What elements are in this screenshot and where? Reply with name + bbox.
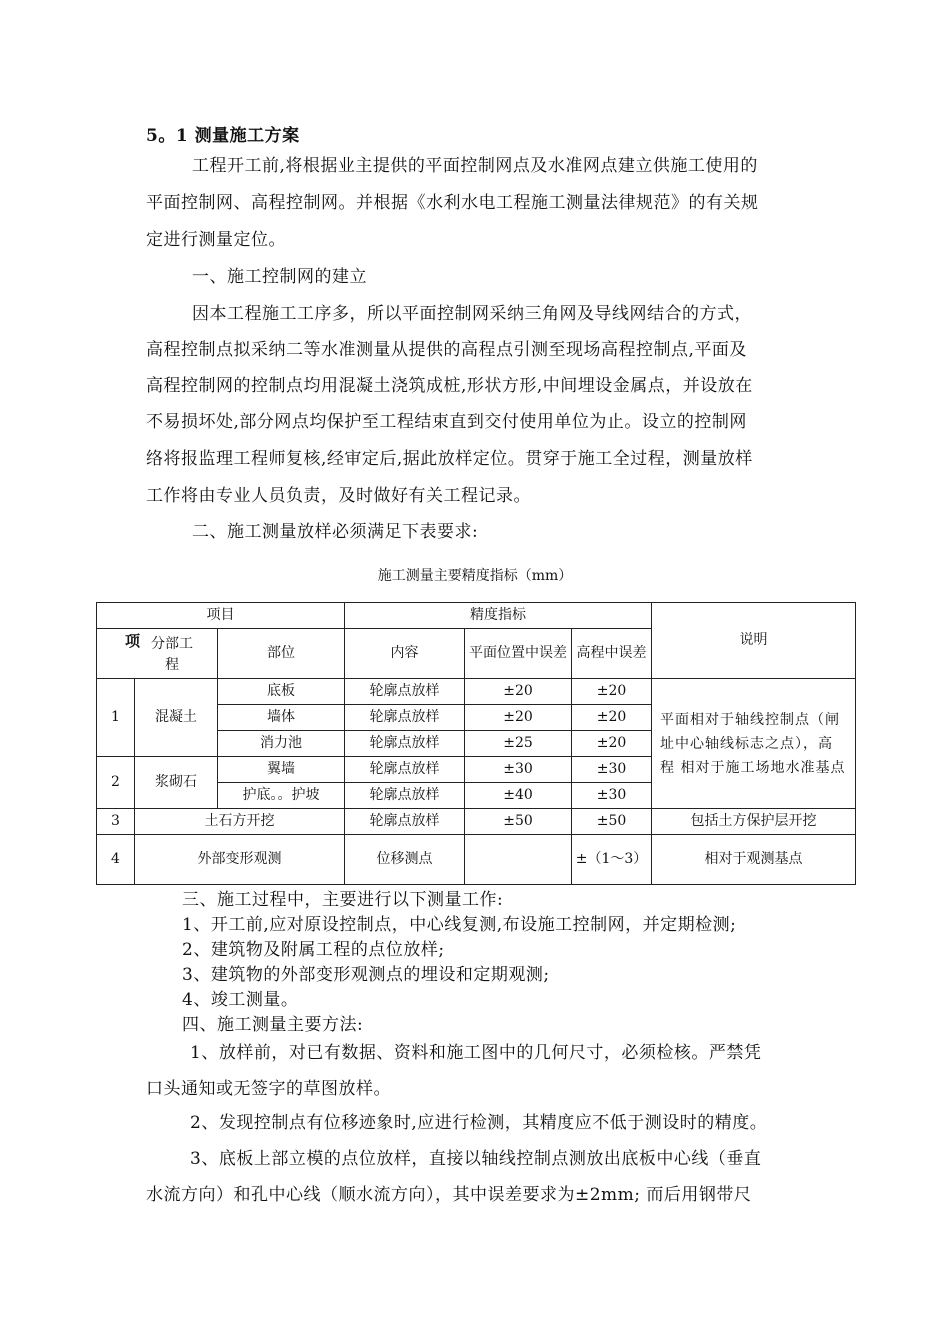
row-elev: ±20	[572, 679, 652, 705]
header-elevation-error: 高程中误差	[572, 629, 652, 679]
paragraph-line: 因本工程施工工序多，所以平面控制网采纳三角网及导线网结合的方式，	[192, 304, 752, 324]
row-plane: ±50	[465, 809, 572, 835]
row-content: 轮廓点放样	[345, 731, 465, 757]
paragraph-line: 高程控制点拟采纳二等水准测量从提供的高程点引测至现场高程控制点,平面及	[146, 340, 747, 360]
header-content: 内容	[345, 629, 465, 679]
paragraph-line: 平面控制网、高程控制网。并根据《水利水电工程施工测量法律规范》的有关规	[146, 193, 759, 213]
subheading-requirements: 二、施工测量放样必须满足下表要求:	[192, 522, 479, 542]
header-location: 部位	[218, 629, 345, 679]
row-plane: ±30	[465, 757, 572, 783]
row-elev: ±30	[572, 783, 652, 809]
row-content: 轮廓点放样	[345, 783, 465, 809]
header-plane-error: 平面位置中误差	[465, 629, 572, 679]
table-caption: 施工测量主要精度指标（mm）	[377, 568, 573, 584]
header-project: 项目	[97, 603, 345, 629]
row-plane: ±25	[465, 731, 572, 757]
paragraph-line: 定进行测量定位。	[146, 230, 286, 250]
row-location: 翼墙	[218, 757, 345, 783]
table-row	[97, 809, 856, 835]
row-index: 1	[97, 679, 135, 757]
merged-remark: 平面相对于轴线控制点（闸址中心轴线标志之点），高程 相对于施工场地水准基点	[652, 679, 856, 809]
row-content: 轮廓点放样	[345, 757, 465, 783]
row-location: 护底。。护坡	[218, 783, 345, 809]
row-location: 消力池	[218, 731, 345, 757]
list-item: 2、建筑物及附属工程的点位放样;	[182, 940, 445, 960]
list-item: 1、开工前,应对原设控制点，中心线复测,布设施工控制网，并定期检测;	[182, 915, 737, 935]
row-plane: ±20	[465, 679, 572, 705]
row-plane: ±20	[465, 705, 572, 731]
row-project: 土石方开挖	[135, 809, 345, 835]
row-content: 轮廓点放样	[345, 679, 465, 705]
paragraph-line: 工程开工前,将根据业主提供的平面控制网点及水准网点建立供施工使用的	[192, 156, 758, 176]
table-row	[97, 679, 856, 705]
section-title: 5。1 测量施工方案	[146, 126, 300, 146]
paragraph-line: 络将报监理工程师复核,经审定后,据此放样定位。贯穿于施工全过程，测量放样	[146, 449, 753, 469]
table-row	[97, 835, 856, 885]
header-remark: 说明	[652, 603, 856, 679]
row-content: 轮廓点放样	[345, 705, 465, 731]
row-project: 浆砌石	[135, 757, 218, 809]
paragraph-line: 高程控制网的控制点均用混凝土浇筑成桩,形状方形,中间埋设金属点，并设放在	[146, 376, 753, 396]
row-project: 混凝土	[135, 679, 218, 757]
row-content: 轮廓点放样	[345, 809, 465, 835]
subheading-survey-work: 三、施工过程中，主要进行以下测量工作:	[182, 890, 504, 910]
row-location: 底板	[218, 679, 345, 705]
header-subproject: 分部工程	[151, 636, 193, 673]
header-subproject-cell	[97, 629, 218, 679]
row-location: 墙体	[218, 705, 345, 731]
paragraph-line: 不易损坏处,部分网点均保护至工程结束直到交付使用单位为止。设立的控制网	[146, 412, 747, 432]
paragraph-line: 2、发现控制点有位移迹象时,应进行检测，其精度应不低于测设时的精度。	[190, 1113, 768, 1133]
table-header-row	[97, 603, 856, 629]
list-item: 3、建筑物的外部变形观测点的埋设和定期观测;	[182, 965, 550, 985]
row-index: 3	[97, 809, 135, 835]
header-accuracy: 精度指标	[345, 603, 652, 629]
list-item: 4、竣工测量。	[182, 990, 299, 1010]
subheading-control-network: 一、施工控制网的建立	[192, 267, 367, 287]
row-project: 外部变形观测	[135, 835, 345, 885]
accuracy-table	[96, 602, 856, 885]
row-elev: ±30	[572, 757, 652, 783]
row-content: 位移测点	[345, 835, 465, 885]
row-index: 2	[97, 757, 135, 809]
paragraph-line: 1、放样前，对已有数据、资料和施工图中的几何尺寸，必须检核。严禁凭	[190, 1043, 762, 1063]
row-plane: ±40	[465, 783, 572, 809]
row-remark: 包括土方保护层开挖	[652, 809, 856, 835]
paragraph-line: 口头通知或无签字的草图放样。	[146, 1079, 391, 1099]
row-index: 4	[97, 835, 135, 885]
row-elev: ±50	[572, 809, 652, 835]
row-elev: ±（1～3）	[572, 835, 652, 885]
paragraph-line: 3、底板上部立模的点位放样，直接以轴线控制点测放出底板中心线（垂直	[190, 1149, 762, 1169]
paragraph-line: 工作将由专业人员负责，及时做好有关工程记录。	[146, 486, 531, 506]
row-elev: ±20	[572, 731, 652, 757]
header-index: 项	[125, 632, 141, 650]
paragraph-line: 水流方向）和孔中心线（顺水流方向），其中误差要求为±2mm; 而后用钢带尺	[146, 1185, 752, 1205]
row-elev: ±20	[572, 705, 652, 731]
row-plane	[465, 835, 572, 885]
row-remark: 相对于观测基点	[652, 835, 856, 885]
subheading-methods: 四、施工测量主要方法:	[182, 1015, 364, 1035]
